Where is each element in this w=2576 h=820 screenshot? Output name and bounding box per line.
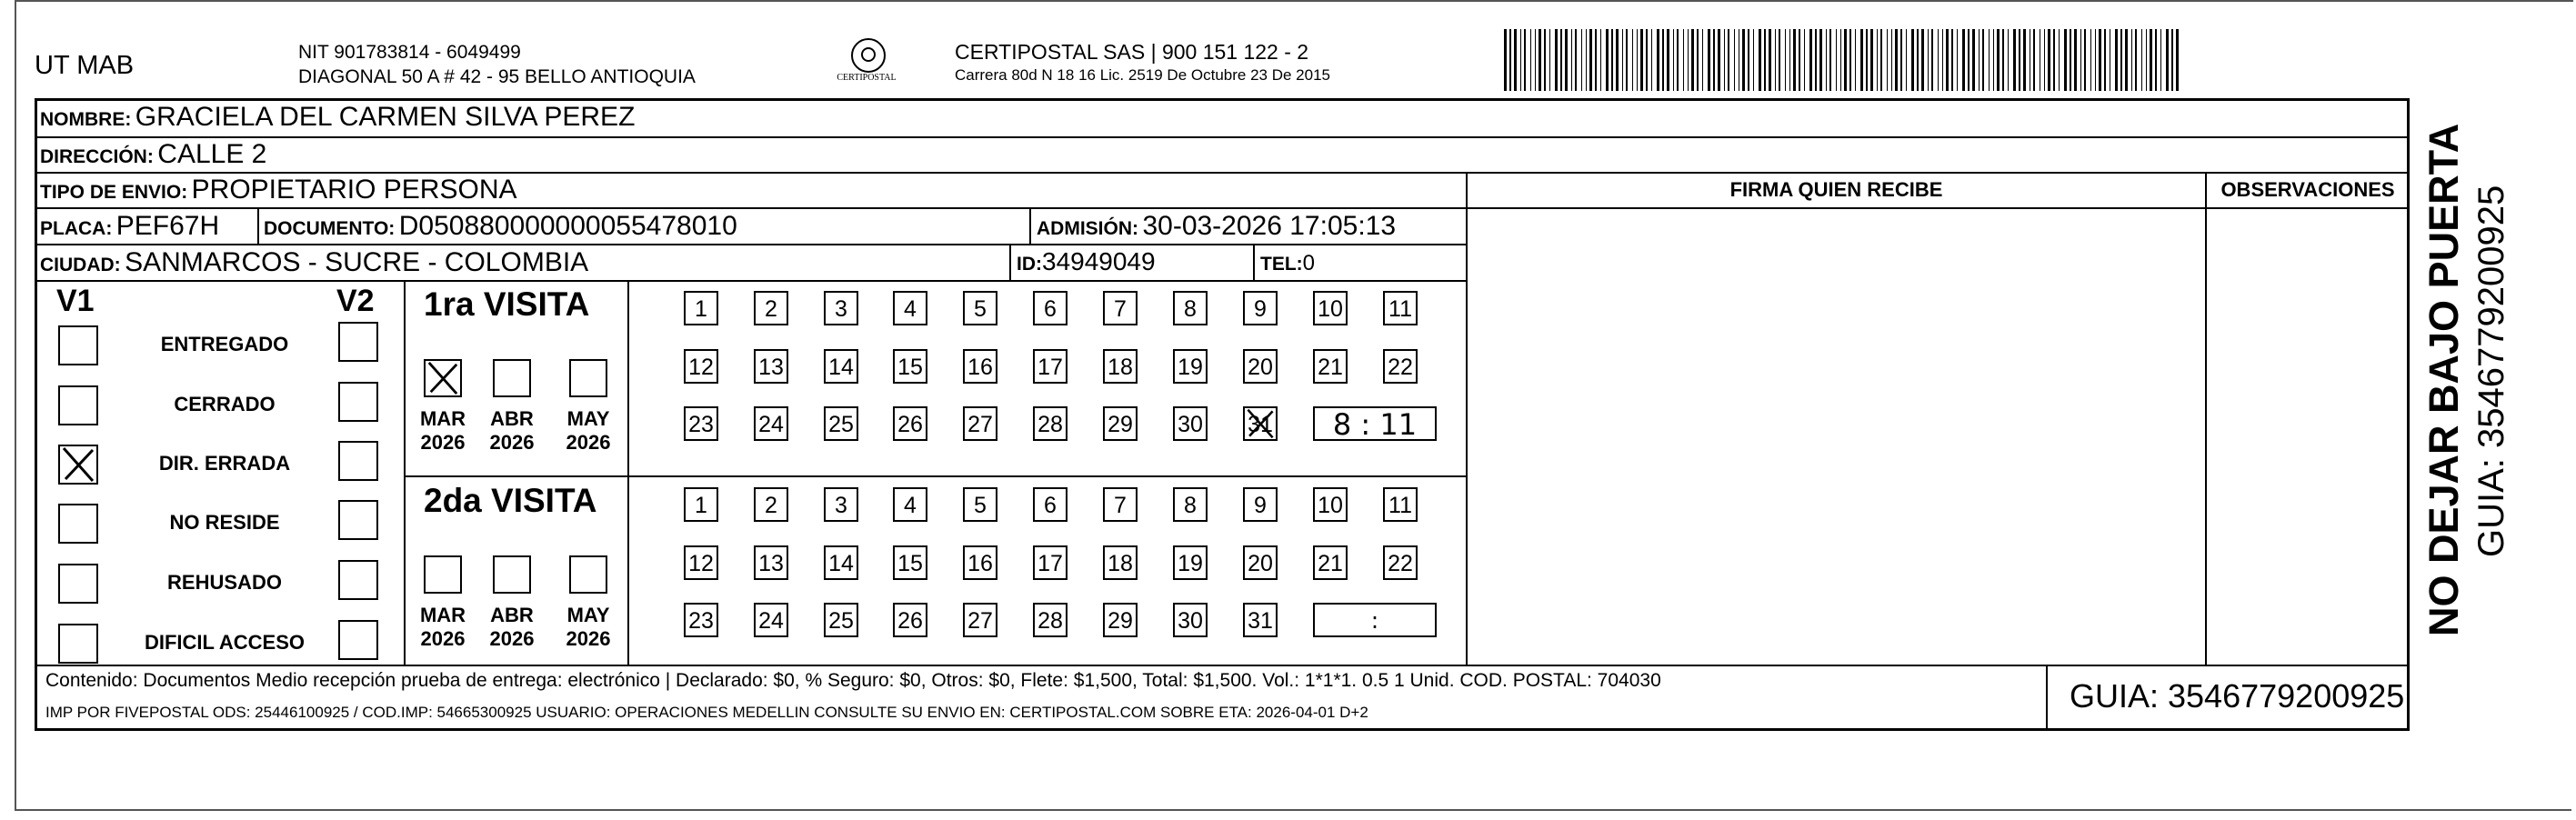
day-box[interactable]: 10	[1313, 291, 1348, 325]
day-box[interactable]: 8	[1173, 291, 1208, 325]
tel-value: 0	[1302, 251, 1316, 275]
day-box[interactable]: 7	[1103, 291, 1138, 325]
day-box[interactable]: 2	[754, 487, 788, 522]
tel-label: TEL:	[1260, 254, 1303, 275]
print-info: IMP POR FIVEPOSTAL ODS: 25446100925 / COD.IMP: 54665300925 USUARIO: OPERACIONES MEDELLIN CONSULTE SU ENVIO EN: CERTIPOSTAL.COM SOBRE ETA: 2026-04-01 D+2	[45, 704, 1368, 721]
day-box[interactable]: 13	[754, 349, 788, 384]
day-box[interactable]: 29	[1103, 603, 1138, 637]
day-box[interactable]: 28	[1033, 406, 1067, 441]
status-option-label: DIR. ERRADA	[158, 452, 291, 475]
plate-value: PEF67H	[115, 211, 220, 241]
day-box[interactable]: 1	[684, 291, 718, 325]
address-label: DIRECCIÓN:	[40, 146, 154, 167]
visit-time-field[interactable]: 8 : 11	[1313, 406, 1437, 441]
v1-checkbox[interactable]	[58, 624, 98, 664]
courier-name: CERTIPOSTAL SAS | 900 151 122 - 2	[955, 40, 1309, 64]
logo-text: CERTIPOSTAL	[837, 73, 897, 83]
day-box[interactable]: 3	[824, 487, 858, 522]
recipient-name-row	[40, 102, 635, 133]
day-box[interactable]: 30	[1173, 603, 1208, 637]
month-year: 2026	[420, 431, 466, 454]
recipient-name: GRACIELA DEL CARMEN SILVA PEREZ	[135, 102, 636, 132]
day-box[interactable]: 24	[754, 603, 788, 637]
observations-column-header: OBSERVACIONES	[2220, 178, 2395, 201]
v1-checkbox[interactable]	[58, 325, 98, 365]
address-value: CALLE 2	[157, 139, 267, 169]
day-box[interactable]: 27	[963, 603, 997, 637]
month-year: 2026	[489, 431, 535, 454]
address-row	[40, 139, 266, 170]
shipment-type-row	[40, 175, 517, 205]
status-option-label: ENTREGADO	[160, 333, 289, 355]
day-box[interactable]: 3	[824, 291, 858, 325]
v1-checkbox[interactable]	[58, 445, 98, 485]
month-name: MAR	[419, 604, 466, 626]
v2-checkbox[interactable]	[338, 322, 378, 362]
month-year: 2026	[489, 627, 535, 650]
day-box[interactable]: 12	[684, 349, 718, 384]
sender-info	[298, 40, 696, 89]
city-value: SANMARCOS - SUCRE - COLOMBIA	[125, 247, 589, 277]
v1-header: V1	[56, 284, 95, 318]
day-box[interactable]: 26	[893, 406, 927, 441]
day-box[interactable]: 15	[893, 545, 927, 580]
contents-summary: Contenido: Documentos Medio recepción prueba de entrega: electrónico | Declarado: $0, % Seguro: $0, Otros: $0, Flete: $1,500, Total: $1,500. Vol.: 1*1*1. 0.5 1 Unid. COD. POSTAL: 704030	[45, 670, 1661, 691]
month-checkbox[interactable]	[493, 555, 531, 594]
day-box[interactable]: 21	[1313, 545, 1348, 580]
v2-checkbox[interactable]	[338, 382, 378, 422]
day-box[interactable]: 6	[1033, 291, 1067, 325]
day-box[interactable]	[1243, 406, 1278, 441]
barcode	[1504, 29, 2179, 91]
month-checkbox[interactable]	[424, 359, 462, 397]
visit-title: 2da VISITA	[424, 482, 597, 519]
city-label: CIUDAD:	[40, 255, 121, 275]
visit-title: 1ra VISITA	[424, 285, 590, 323]
status-option-label: CERRADO	[174, 393, 276, 415]
signature-column-header: FIRMA QUIEN RECIBE	[1729, 178, 1943, 201]
sender-nit: NIT 901783814 - 6049499	[298, 42, 521, 63]
status-option-label: DIFICIL ACCESO	[144, 631, 305, 654]
id-row	[1017, 247, 1156, 276]
day-box[interactable]: 25	[824, 603, 858, 637]
recipient-name-label: NOMBRE:	[40, 109, 132, 130]
day-box[interactable]: 6	[1033, 487, 1067, 522]
day-box[interactable]: 5	[963, 487, 997, 522]
id-label: ID:	[1017, 254, 1042, 275]
v1-checkbox[interactable]	[58, 385, 98, 425]
month-name: MAY	[566, 604, 610, 626]
v2-checkbox[interactable]	[338, 620, 378, 660]
month-checkbox[interactable]	[569, 555, 607, 594]
day-box[interactable]: 31	[1243, 603, 1278, 637]
no-leave-under-door-warning: NO DEJAR BAJO PUERTA	[2421, 123, 2467, 636]
status-option-label: REHUSADO	[167, 571, 282, 594]
day-box[interactable]: 14	[824, 349, 858, 384]
day-box[interactable]: 23	[684, 406, 718, 441]
observations-area[interactable]	[2207, 209, 2408, 663]
admission-label: ADMISIÓN:	[1037, 218, 1138, 239]
day-box[interactable]: 20	[1243, 545, 1278, 580]
month-label	[483, 604, 541, 651]
courier-info	[955, 40, 1330, 87]
day-box[interactable]: 9	[1243, 291, 1278, 325]
day-box[interactable]: 15	[893, 349, 927, 384]
day-box[interactable]: 18	[1103, 349, 1138, 384]
shipment-type: PROPIETARIO PERSONA	[191, 175, 517, 205]
month-checkbox[interactable]	[493, 359, 531, 397]
day-box[interactable]: 8	[1173, 487, 1208, 522]
day-box[interactable]: 30	[1173, 406, 1208, 441]
month-label	[559, 407, 617, 455]
day-box[interactable]: 17	[1033, 545, 1067, 580]
day-box[interactable]: 18	[1103, 545, 1138, 580]
certipostal-logo	[835, 38, 898, 95]
signature-area[interactable]	[1468, 209, 2203, 663]
day-box[interactable]: 17	[1033, 349, 1067, 384]
day-box[interactable]: 9	[1243, 487, 1278, 522]
document-row	[264, 211, 737, 242]
shipment-type-label: TIPO DE ENVIO:	[40, 182, 188, 203]
day-box[interactable]: 21	[1313, 349, 1348, 384]
day-box[interactable]: 22	[1383, 545, 1418, 580]
v2-header: V2	[336, 284, 375, 318]
day-box[interactable]: 27	[963, 406, 997, 441]
day-box[interactable]: 7	[1103, 487, 1138, 522]
side-guide-number: GUIA: 3546779200925	[2471, 185, 2511, 557]
month-name: ABR	[490, 604, 534, 626]
document-value: D050880000000055478010	[398, 211, 737, 241]
month-name: MAY	[566, 407, 610, 430]
month-checkbox[interactable]	[424, 555, 462, 594]
day-box[interactable]: 11	[1383, 487, 1418, 522]
v2-checkbox[interactable]	[338, 560, 378, 600]
sender-address: DIAGONAL 50 A # 42 - 95 BELLO ANTIOQUIA	[298, 66, 696, 87]
month-label	[414, 604, 472, 651]
day-box[interactable]: 29	[1103, 406, 1138, 441]
id-value: 34949049	[1042, 247, 1156, 275]
month-label	[414, 407, 472, 455]
day-box[interactable]: 16	[963, 349, 997, 384]
day-box[interactable]: 23	[684, 603, 718, 637]
tel-row	[1260, 251, 1315, 276]
day-box[interactable]: 28	[1033, 603, 1067, 637]
month-year: 2026	[420, 627, 466, 650]
admission-row	[1037, 211, 1396, 242]
unit-code: UT MAB	[35, 51, 135, 80]
day-box[interactable]: 10	[1313, 487, 1348, 522]
day-number: 31	[1248, 412, 1273, 437]
city-row	[40, 247, 588, 278]
v1-checkbox[interactable]	[58, 504, 98, 544]
day-box[interactable]: 13	[754, 545, 788, 580]
plate-label: PLACA:	[40, 218, 113, 239]
day-box[interactable]: 16	[963, 545, 997, 580]
day-box[interactable]: 24	[754, 406, 788, 441]
day-box[interactable]: 19	[1173, 545, 1208, 580]
v2-checkbox[interactable]	[338, 500, 378, 540]
day-box[interactable]: 20	[1243, 349, 1278, 384]
day-box[interactable]: 1	[684, 487, 718, 522]
month-name: ABR	[490, 407, 534, 430]
day-box[interactable]: 14	[824, 545, 858, 580]
plate-row	[40, 211, 219, 242]
day-box[interactable]: 19	[1173, 349, 1208, 384]
status-option-label: NO RESIDE	[169, 511, 280, 534]
guide-number: GUIA: 3546779200925	[2070, 677, 2405, 715]
day-box[interactable]: 25	[824, 406, 858, 441]
document-label: DOCUMENTO:	[264, 218, 396, 239]
month-checkbox[interactable]	[569, 359, 607, 397]
admission-value: 30-03-2026 17:05:13	[1142, 211, 1397, 241]
v1-checkbox[interactable]	[58, 564, 98, 604]
month-year: 2026	[566, 627, 611, 650]
day-box[interactable]: 5	[963, 291, 997, 325]
courier-license: Carrera 80d N 18 16 Lic. 2519 De Octubre 23 De 2015	[955, 66, 1330, 84]
day-box[interactable]: 4	[893, 487, 927, 522]
day-box[interactable]: 26	[893, 603, 927, 637]
visit-time-field[interactable]: :	[1313, 603, 1437, 637]
day-box[interactable]: 4	[893, 291, 927, 325]
v2-checkbox[interactable]	[338, 441, 378, 481]
day-box[interactable]: 11	[1383, 291, 1418, 325]
month-label	[559, 604, 617, 651]
month-year: 2026	[566, 431, 611, 454]
day-box[interactable]: 12	[684, 545, 718, 580]
month-label	[483, 407, 541, 455]
day-box[interactable]: 22	[1383, 349, 1418, 384]
month-name: MAR	[419, 407, 466, 430]
day-box[interactable]: 2	[754, 291, 788, 325]
